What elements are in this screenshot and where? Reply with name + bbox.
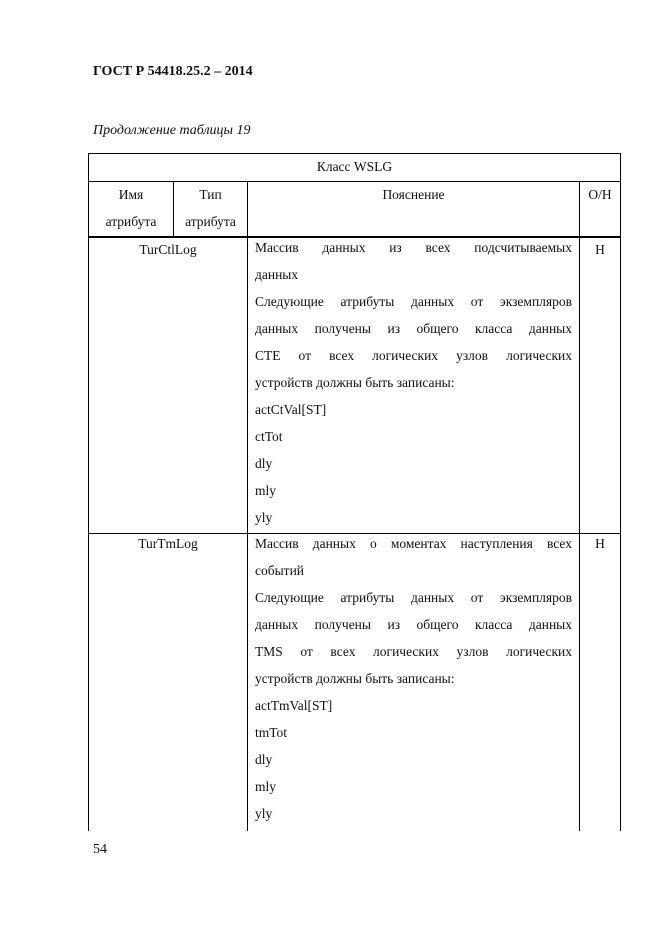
col-divider-desc-mo bbox=[579, 181, 580, 831]
column-header-type bbox=[174, 181, 247, 235]
desc-line: Следующие атрибуты данных от экземпляров bbox=[255, 294, 572, 309]
desc-line: данных получены из общего класса данных bbox=[255, 321, 572, 336]
column-header-mo: О/Н bbox=[588, 187, 612, 202]
row-mo-turctllog: Н bbox=[595, 242, 605, 257]
desc-line: Массив данных из всех подсчитываемых bbox=[255, 240, 572, 255]
desc-line: данных bbox=[255, 267, 299, 282]
attribute-item: tmTot bbox=[255, 725, 288, 740]
document-header: ГОСТ Р 54418.25.2 – 2014 bbox=[93, 64, 253, 79]
attribute-item: dly bbox=[255, 456, 273, 471]
attribute-item: mly bbox=[255, 483, 277, 498]
desc-line: событий bbox=[255, 563, 305, 578]
col-divider-type-desc bbox=[247, 181, 248, 831]
desc-line: устройств должны быть записаны: bbox=[255, 671, 455, 686]
column-header-name-line2: атрибута bbox=[105, 214, 157, 229]
desc-line: Следующие атрибуты данных от экземпляров bbox=[255, 590, 572, 605]
desc-line: данных получены из общего класса данных bbox=[255, 617, 572, 632]
row-name-turtmlog: TurTmLog bbox=[138, 536, 198, 551]
page-number: 54 bbox=[93, 842, 107, 857]
column-header-description: Пояснение bbox=[382, 187, 445, 202]
class-title: Класс WSLG bbox=[316, 159, 393, 174]
column-header-name bbox=[89, 181, 173, 235]
row-name-turctllog: TurCtlLog bbox=[139, 242, 197, 257]
column-header-name-line1: Имя bbox=[118, 187, 144, 202]
row-description-turtmlog bbox=[255, 530, 572, 827]
column-header-type-line1: Тип bbox=[199, 187, 222, 202]
table-right-border bbox=[620, 153, 621, 831]
attribute-item: dly bbox=[255, 752, 273, 767]
row-mo-turtmlog: Н bbox=[595, 536, 605, 551]
attribute-item: actCtVal[ST] bbox=[255, 402, 327, 417]
row-description-turctllog bbox=[255, 234, 572, 531]
attribute-item: ctTot bbox=[255, 429, 283, 444]
desc-line: TMS от всех логических узлов логических bbox=[255, 644, 572, 659]
attribute-table bbox=[88, 153, 621, 831]
attribute-item: mly bbox=[255, 779, 277, 794]
desc-line: CTE от всех логических узлов логических bbox=[255, 348, 572, 363]
attribute-item: actTmVal[ST] bbox=[255, 698, 333, 713]
desc-line: Массив данных о моментах наступления всех bbox=[255, 536, 572, 551]
column-header-type-line2: атрибута bbox=[185, 214, 236, 229]
attribute-item: yly bbox=[255, 806, 273, 821]
desc-line: устройств должны быть записаны: bbox=[255, 375, 455, 390]
attribute-item: yly bbox=[255, 510, 273, 525]
table-caption: Продолжение таблицы 19 bbox=[93, 123, 251, 138]
